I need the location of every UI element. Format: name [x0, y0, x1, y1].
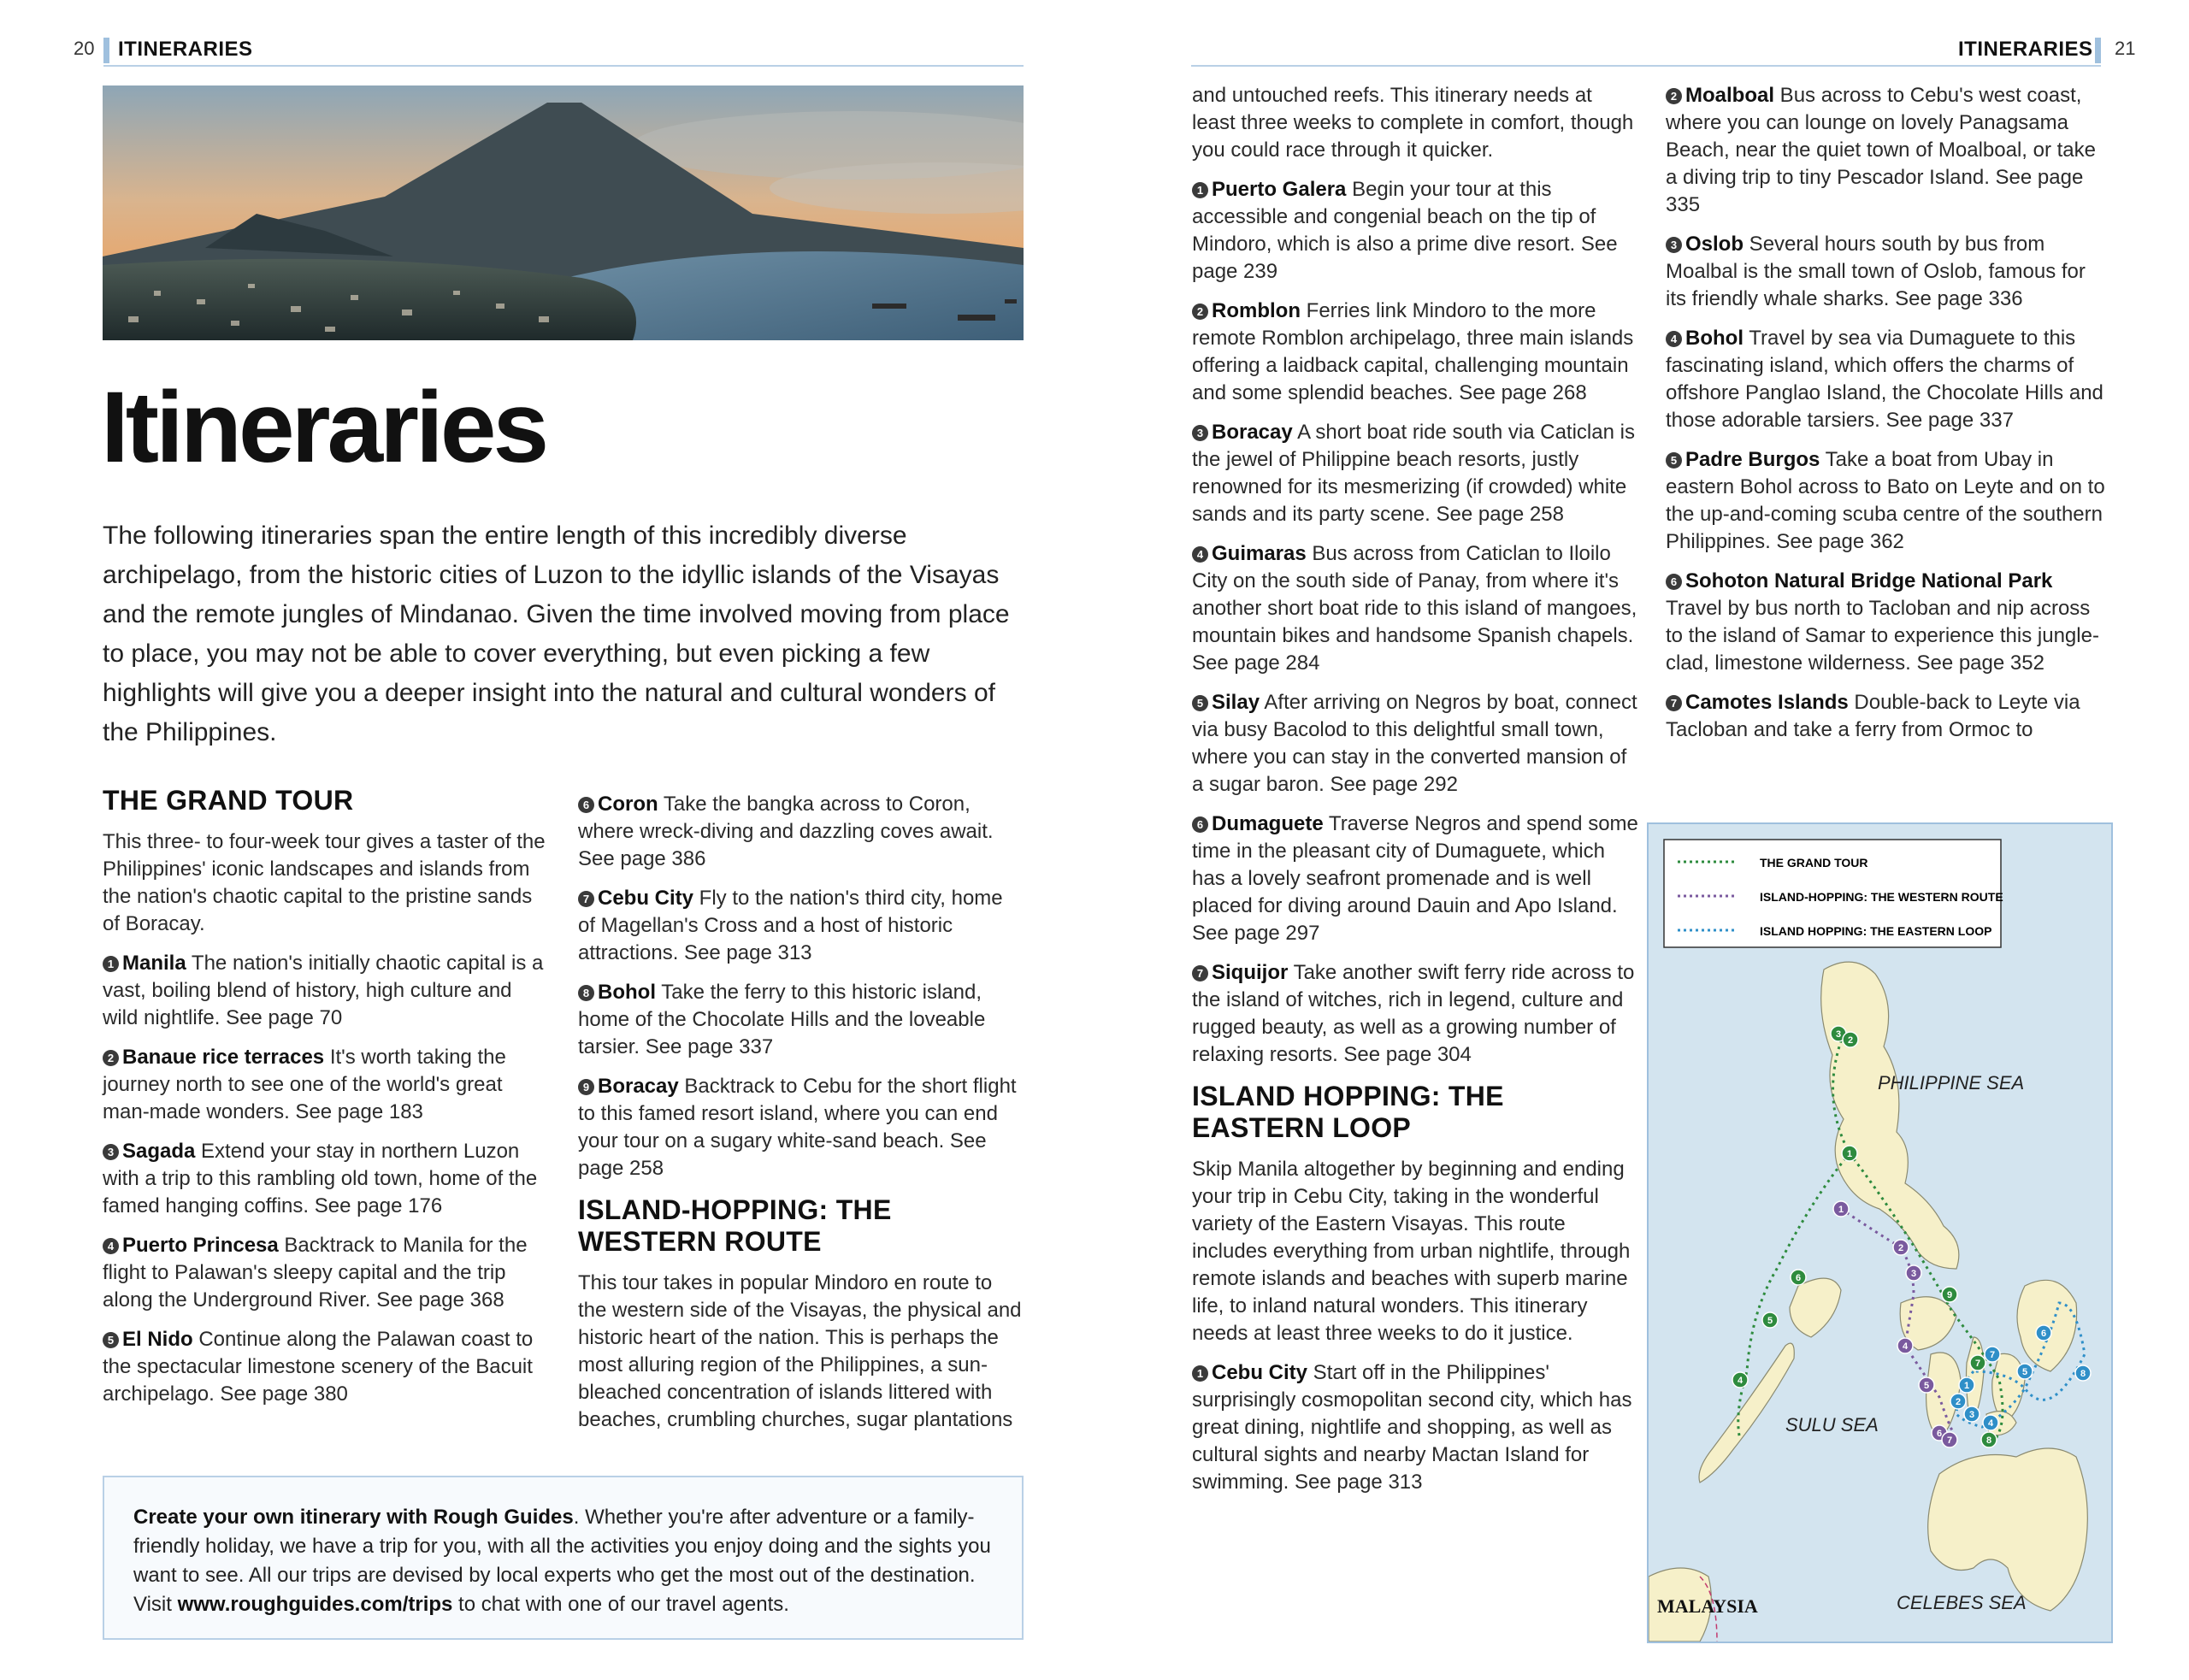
itinerary-callout-box	[103, 1476, 1024, 1640]
grand-route-marker	[1970, 1355, 1985, 1371]
marker-number: 1	[1846, 1149, 1853, 1159]
itinerary-map	[1647, 822, 2113, 1643]
stop-description: The nation's initially chaotic capital is a vast, boiling blend of history, high culture and wild nightlife. See page 70	[103, 952, 544, 1029]
stop-number-marker: 4	[103, 1238, 119, 1254]
list-item	[1192, 1359, 1638, 1496]
volcano-landscape-image	[103, 85, 1024, 340]
eastern-route-marker	[1950, 1394, 1966, 1409]
stop-name: Guimaras	[1212, 542, 1307, 565]
stop-name: Banaue rice terraces	[122, 1046, 325, 1069]
stop-description: Ferries link Mindoro to the more remote Romblon archipelago, three main islands offering a laidback capital, challenging mountain and some splendid beaches. See page 268	[1192, 299, 1634, 404]
stop-description: Traverse Negros and spend some time in the pleasant city of Dumaguete, which has a lovely seafront promenade and is well placed for diving around Dauin and Apo Island. See page 297	[1192, 812, 1638, 945]
list-item	[1666, 689, 2110, 744]
stop-description: Fly to the nation's third city, home of Magellan's Cross and a host of historic attractions. See page 313	[578, 887, 1003, 964]
right-page-column-1	[1192, 82, 1638, 1508]
list-item	[578, 791, 1023, 873]
stop-description: It's worth taking the journey north to see one of the world's great man-made wonders. See page 183	[103, 1046, 506, 1123]
heading-line: ISLAND-HOPPING: THE	[578, 1194, 892, 1225]
stop-name: Padre Burgos	[1685, 448, 1820, 471]
grand-route-marker	[1842, 1146, 1857, 1161]
grand-tour-column	[103, 785, 547, 1420]
stop-number-marker: 1	[103, 956, 119, 972]
marker-number: 3	[1910, 1269, 1917, 1279]
eastern-loop-intro: Skip Manila altogether by beginning and ending your trip in Cebu City, taking in the wonderful variety of the Eastern Visayas. This route includes everything from urban nightlife, through remote islands and beaches with superb marine life, to inland natural wonders. This itinerary needs at least three weeks to do it justice.	[1192, 1158, 1631, 1345]
stop-name: Manila	[122, 952, 186, 975]
western-route-heading	[578, 1194, 1023, 1258]
marker-number: 1	[1963, 1381, 1970, 1391]
marker-number: 6	[2040, 1329, 2047, 1339]
left-head-rule	[103, 65, 1024, 67]
landmass-group	[1649, 962, 2087, 1642]
rough-guides-trips-link[interactable]: www.roughguides.com/trips	[177, 1593, 453, 1616]
heading-line: WESTERN ROUTE	[578, 1226, 822, 1257]
stop-name: Sohoton Natural Bridge National Park	[1685, 569, 2053, 592]
stop-number-marker: 6	[578, 797, 594, 813]
stop-number-marker: 3	[1192, 425, 1208, 441]
stop-number-marker: 1	[1192, 182, 1208, 198]
stop-number-marker: 6	[1192, 816, 1208, 833]
right-head-rule	[1191, 65, 2101, 67]
stop-number-marker: 9	[578, 1079, 594, 1095]
marker-number: 7	[1974, 1359, 1981, 1369]
western-route-intro: This tour takes in popular Mindoro en route to the western side of the Visayas, the physical and historic heart of the nation. This is perhaps the most alluring region of the Philippines, a sun-bleached concentration of islands littered with beaches, crumbling churches, sugar plantations	[578, 1271, 1022, 1431]
stop-name: Siquijor	[1212, 961, 1289, 984]
stop-name: Romblon	[1212, 299, 1301, 322]
legend-label-grand: THE GRAND TOUR	[1760, 856, 1868, 869]
list-item	[578, 979, 1023, 1061]
marker-number: 4	[1902, 1341, 1909, 1352]
callout-text-end: to chat with one of our travel agents.	[452, 1593, 789, 1616]
marker-number: 1	[1838, 1205, 1844, 1215]
marker-number: 6	[1936, 1429, 1943, 1439]
stop-description: Start off in the Philippines' surprisingly cosmopolitan second city, which has great dining, nightlife and shopping, as well as cultural sights and nearby Mactan Island for swimming. See page 313	[1192, 1361, 1632, 1494]
list-item	[1666, 231, 2110, 313]
malaysia-label: MALAYSIA	[1657, 1595, 1758, 1617]
stop-name: Oslob	[1685, 233, 1744, 256]
right-head-bar	[2095, 38, 2101, 63]
stop-description: Travel by bus north to Tacloban and nip across to the island of Samar to experience this jungle-clad, limestone wilderness. See page 352	[1666, 597, 2099, 675]
list-item	[1666, 82, 2110, 219]
sulu-sea-label: SULU SEA	[1785, 1414, 1879, 1435]
luzon-island	[1821, 962, 1959, 1269]
grand-route-marker	[1791, 1270, 1806, 1285]
stop-number-marker: 7	[578, 891, 594, 907]
eastern-route-marker	[1959, 1377, 1974, 1393]
heading-line: ISLAND HOPPING: THE	[1192, 1081, 1504, 1111]
stop-name: Puerto Princesa	[122, 1234, 279, 1257]
marker-number: 2	[1847, 1035, 1854, 1046]
mindoro-island	[1790, 1278, 1841, 1337]
stop-number-marker: 4	[1666, 331, 1682, 347]
stop-name: Boracay	[598, 1075, 679, 1098]
list-item	[578, 885, 1023, 967]
stop-number-marker: 8	[578, 985, 594, 1001]
stop-name: Bohol	[598, 981, 656, 1004]
stop-number-marker: 5	[1666, 452, 1682, 469]
stop-number-marker: 2	[1666, 88, 1682, 104]
stop-number-marker: 2	[103, 1050, 119, 1066]
stop-number-marker: 5	[1192, 695, 1208, 711]
celebes-sea-label: CELEBES SEA	[1897, 1592, 2027, 1613]
western-route-marker	[1906, 1265, 1921, 1281]
marker-number: 8	[1985, 1435, 1992, 1446]
stop-name: Boracay	[1212, 421, 1293, 444]
stop-name: Moalboal	[1685, 84, 1775, 107]
marker-number: 7	[1989, 1350, 1996, 1360]
grand-route-marker	[1843, 1032, 1858, 1047]
stop-description: Travel by sea via Dumaguete to this fascinating island, which offers the charms of offshore Panglao Island, the Chocolate Hills and those adorable tarsiers. See page 337	[1666, 327, 2103, 432]
philippines-route-map	[1649, 824, 2111, 1642]
western-route-marker	[1893, 1240, 1909, 1255]
right-page-column-2	[1666, 82, 2110, 756]
callout-bold-lead: Create your own itinerary with Rough Guides	[133, 1506, 574, 1529]
stop-description: After arriving on Negros by boat, connect via busy Bacolod to this delightful small town, where you can stay in the converted mansion of a sugar baron. See page 292	[1192, 691, 1637, 796]
list-item	[103, 1326, 547, 1408]
list-item	[1192, 298, 1638, 407]
stop-name: Sagada	[122, 1140, 196, 1163]
western-route-marker	[1833, 1201, 1849, 1217]
list-item	[1192, 689, 1638, 799]
grand-tour-heading: THE GRAND TOUR	[103, 785, 354, 816]
stop-number-marker: 2	[1192, 304, 1208, 320]
intro-paragraph: The following itineraries span the entire length of this incredibly diverse archipelago, from the historic cities of Luzon to the idyllic islands of the Visayas and the remote jungles of Mindanao. Given the time involved moving from place to place, you may not be able to cover everything, but even picking a few highlights will give you a deeper insight into the natural and cultural wonders of the Philippines.	[103, 522, 1010, 746]
list-item	[103, 950, 547, 1032]
page-title: Itineraries	[101, 371, 546, 484]
stop-number-marker: 7	[1192, 965, 1208, 981]
grand-route-marker	[1981, 1432, 1997, 1447]
marker-number: 3	[1968, 1410, 1975, 1420]
stop-number-marker: 6	[1666, 574, 1682, 590]
stop-name: Cebu City	[1212, 1361, 1308, 1384]
stop-description: Backtrack to Manila for the flight to Palawan's sleepy capital and the trip along the Underground River. See page 368	[103, 1234, 528, 1312]
marker-number: 5	[1767, 1316, 1773, 1326]
stop-number-marker: 3	[103, 1144, 119, 1160]
left-running-head: ITINERARIES	[118, 38, 253, 61]
stop-name: Coron	[598, 793, 658, 816]
marker-number: 9	[1946, 1290, 1953, 1300]
list-item	[1192, 811, 1638, 947]
stop-description: Backtrack to Cebu for the short flight to this famed resort island, where you can end your tour on a sugary white-sand beach. See page 258	[578, 1075, 1017, 1180]
hero-photo	[103, 85, 1024, 340]
stop-number-marker: 7	[1666, 695, 1682, 711]
mindanao-island	[1928, 1448, 2088, 1611]
left-page-number: 20	[74, 38, 95, 59]
list-item	[1192, 419, 1638, 528]
palawan-island	[1699, 1343, 1794, 1483]
heading-line: EASTERN LOOP	[1192, 1112, 1412, 1143]
stop-description: Extend your stay in northern Luzon with a trip to this rambling old town, home of the famed hanging coffins. See page 176	[103, 1140, 538, 1217]
list-item	[1666, 446, 2110, 556]
marker-number: 2	[1897, 1243, 1904, 1253]
marker-number: 2	[1955, 1397, 1962, 1407]
callout-text: . Whether you're after adventure or a family-friendly holiday, we have a trip for you, with all the activities you enjoy doing and the sights you want to see. All our trips are devised by local experts who get the most out of the destination. Visit	[133, 1506, 991, 1616]
legend-label-eastern: ISLAND HOPPING: THE EASTERN LOOP	[1760, 924, 1992, 938]
marker-number: 4	[1987, 1418, 1994, 1429]
western-route-marker	[1919, 1377, 1934, 1393]
left-head-bar	[103, 38, 109, 63]
list-item	[1666, 568, 2110, 677]
stop-name: El Nido	[122, 1328, 193, 1351]
eastern-loop-heading	[1192, 1081, 1638, 1144]
stop-number-marker: 1	[1192, 1365, 1208, 1382]
stop-description: Double-back to Leyte via Tacloban and take a ferry from Ormoc to	[1666, 691, 2080, 741]
western-route-column	[578, 791, 1023, 1446]
grand-route-marker	[1732, 1372, 1748, 1388]
list-item	[1666, 325, 2110, 434]
stop-name: Dumaguete	[1212, 812, 1324, 835]
marker-number: 4	[1737, 1376, 1744, 1386]
eastern-route-marker	[1985, 1347, 2000, 1362]
stop-description: A short boat ride south via Caticlan is the jewel of Philippine beach resorts, justly renowned for its mesmerizing (if crowded) white sands and its party scene. See page 258	[1192, 421, 1635, 526]
stop-name: Silay	[1212, 691, 1260, 714]
stop-description: Take another swift ferry ride across to the island of witches, rich in legend, culture and rugged beauty, as well as a growing number of relaxing resorts. See page 304	[1192, 961, 1635, 1066]
eastern-route-marker	[2036, 1325, 2051, 1341]
stop-description: Take the ferry to this historic island, home of the Chocolate Hills and the loveable tarsier. See page 337	[578, 981, 986, 1058]
marker-number: 3	[1835, 1029, 1842, 1040]
list-item	[103, 1232, 547, 1314]
western-route-intro-continued: and untouched reefs. This itinerary needs at least three weeks to complete in comfort, though you could race through it quicker.	[1192, 84, 1634, 162]
stop-description: Bus across from Caticlan to Iloilo City on the south side of Panay, from where it's another short boat ride to this island of mangoes, mountain bikes and handsome Spanish chapels. See page 284	[1192, 542, 1637, 675]
legend-label-western: ISLAND-HOPPING: THE WESTERN ROUTE	[1760, 890, 2003, 904]
marker-number: 8	[2080, 1369, 2086, 1379]
list-item	[103, 1044, 547, 1126]
eastern-route-marker	[1964, 1406, 1980, 1422]
stop-description: Continue along the Palawan coast to the spectacular limestone scenery of the Bacuit archipelago. See page 380	[103, 1328, 534, 1406]
stop-description: Several hours south by bus from Moalbal is the small town of Oslob, famous for its friendly whale sharks. See page 336	[1666, 233, 2086, 310]
eastern-route-marker	[2017, 1364, 2033, 1379]
stop-number-marker: 4	[1192, 546, 1208, 563]
marker-number: 5	[1923, 1381, 1930, 1391]
stop-number-marker: 3	[1666, 237, 1682, 253]
stop-name: Puerto Galera	[1212, 178, 1347, 201]
eastern-route-marker	[2075, 1365, 2091, 1381]
grand-tour-intro: This three- to four-week tour gives a taster of the Philippines' iconic landscapes and islands from the nation's chaotic capital to the pristine sands of Boracay.	[103, 830, 546, 935]
list-item	[1192, 959, 1638, 1069]
stop-description: Begin your tour at this accessible and congenial beach on the tip of Mindoro, which is also a prime dive resort. See page 239	[1192, 178, 1618, 283]
marker-number: 7	[1946, 1435, 1953, 1446]
stop-name: Cebu City	[598, 887, 694, 910]
philippine-sea-label: PHILIPPINE SEA	[1878, 1072, 2025, 1093]
grand-route-marker	[1762, 1312, 1778, 1328]
stop-description: Bus across to Cebu's west coast, where you can lounge on lovely Panagsama Beach, near the quiet town of Moalboal, or take a diving trip to tiny Pescador Island. See page 335	[1666, 84, 2096, 216]
western-route-marker	[1942, 1432, 1957, 1447]
list-item	[1192, 176, 1638, 286]
right-running-head: ITINERARIES	[1958, 38, 2093, 61]
eastern-route-marker	[1983, 1415, 1998, 1430]
right-page-number: 21	[2115, 38, 2136, 59]
stop-description: Take the bangka across to Coron, where wreck-diving and dazzling coves await. See page 386	[578, 793, 994, 870]
stop-name: Bohol	[1685, 327, 1744, 350]
marker-number: 6	[1795, 1273, 1802, 1283]
western-route-marker	[1897, 1338, 1913, 1353]
grand-route-marker	[1942, 1287, 1957, 1302]
list-item	[103, 1138, 547, 1220]
list-item	[1192, 540, 1638, 677]
marker-number: 5	[2021, 1367, 2028, 1377]
stop-description: Take a boat from Ubay in eastern Bohol across to Bato on Leyte and on to the up-and-coming scuba centre of the southern Philippines. See page 362	[1666, 448, 2105, 553]
stop-number-marker: 5	[103, 1332, 119, 1348]
stop-name: Camotes Islands	[1685, 691, 1849, 714]
list-item	[578, 1073, 1023, 1182]
